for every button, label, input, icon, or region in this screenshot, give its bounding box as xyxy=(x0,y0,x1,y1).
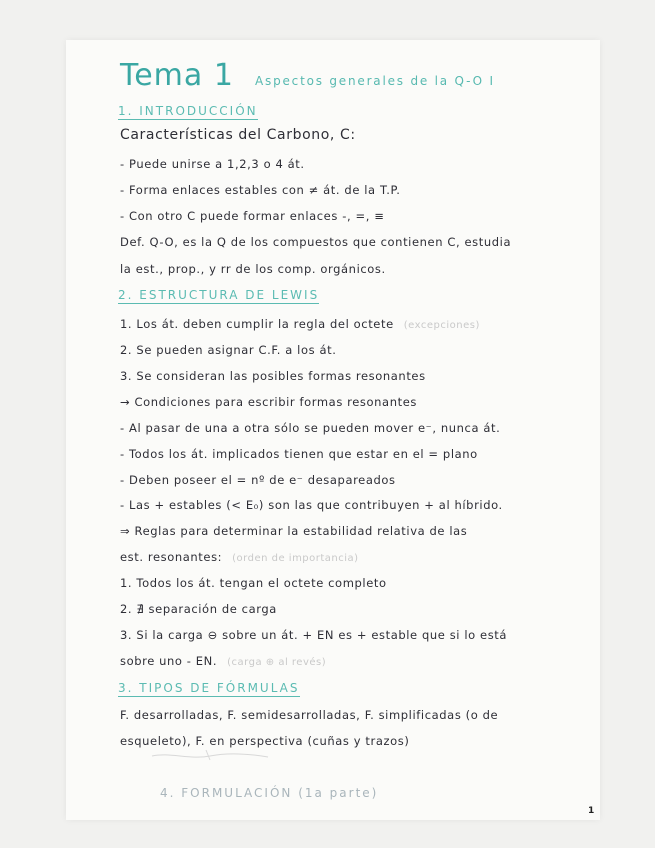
text-line: - Las + estables (< E₀) son las que contribuyen + al híbrido. xyxy=(120,498,503,512)
text-line: esqueleto), F. en perspectiva (cuñas y trazos) xyxy=(120,734,410,748)
section-heading-introduccion: 1. INTRODUCCIÓN xyxy=(118,104,258,118)
text-line-content: sobre uno - EN. xyxy=(120,654,218,668)
page-subtitle: Aspectos generales de la Q-O I xyxy=(255,74,495,88)
text-line: - Todos los át. implicados tienen que estar en el = plano xyxy=(120,447,478,461)
text-line: - Deben poseer el = nº de e⁻ desapareados xyxy=(120,473,396,487)
text-line: 3. Si la carga ⊖ sobre un át. + EN es + estable que si lo está xyxy=(120,628,508,642)
text-line xyxy=(120,654,326,668)
text-line xyxy=(120,550,359,564)
text-line: - Con otro C puede formar enlaces -, =, ≡ xyxy=(120,209,385,223)
text-line: → Condiciones para escribir formas resonantes xyxy=(120,395,417,409)
section-heading-estructura-lewis: 2. ESTRUCTURA DE LEWIS xyxy=(118,288,320,302)
text-line: 2. ∄ separación de carga xyxy=(120,602,277,616)
page-number: 1 xyxy=(588,806,595,816)
faint-note: (orden de importancia) xyxy=(232,553,359,564)
faint-note: (carga ⊕ al revés) xyxy=(227,657,327,668)
text-line: ⇒ Reglas para determinar la estabilidad relativa de las xyxy=(120,524,468,538)
section-heading-tipos-formulas: 3. TIPOS DE FÓRMULAS xyxy=(118,681,300,695)
text-line: - Al pasar de una a otra sólo se pueden mover e⁻, nunca át. xyxy=(120,421,501,435)
text-line-content: 1. Los át. deben cumplir la regla del octete xyxy=(120,317,394,331)
text-line: - Puede unirse a 1,2,3 o 4 át. xyxy=(120,157,305,171)
pen-squiggle xyxy=(150,748,270,764)
text-line: - Forma enlaces estables con ≠ át. de la T.P. xyxy=(120,183,401,197)
text-line: la est., prop., y rr de los comp. orgánicos. xyxy=(120,262,386,276)
text-line: 3. Se consideran las posibles formas resonantes xyxy=(120,369,426,383)
text-line: Características del Carbono, C: xyxy=(120,127,356,143)
section-heading-formulacion: 4. FORMULACIÓN (1a parte) xyxy=(160,786,379,800)
text-line: Def. Q-O, es la Q de los compuestos que contienen C, estudia xyxy=(120,235,512,249)
title-row xyxy=(120,58,495,93)
text-line-content: est. resonantes: xyxy=(120,550,223,564)
faint-note: (excepciones) xyxy=(403,320,480,331)
text-line: F. desarrolladas, F. semidesarrolladas, F. simplificadas (o de xyxy=(120,708,499,722)
page-title: Tema 1 xyxy=(120,58,234,93)
text-line: 2. Se pueden asignar C.F. a los át. xyxy=(120,343,337,357)
text-line: 1. Todos los át. tengan el octete completo xyxy=(120,576,387,590)
text-line xyxy=(120,317,480,331)
